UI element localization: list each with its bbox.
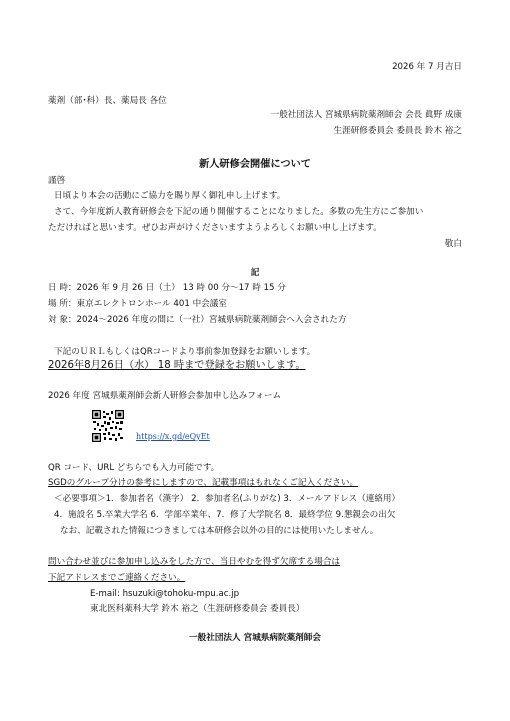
note-line: QR コード、URL どちらでも入力可能です。 xyxy=(48,463,220,473)
required-items: 4．施設名 5.卒業大学名 6．学部卒業年、7．修了大学院名 8．最終学位 9.懇親会の出欠 xyxy=(54,510,396,520)
ki-heading: 記 xyxy=(250,268,260,278)
qr-code-icon[interactable] xyxy=(92,410,124,442)
body-line: さて、今年度新人教育研修会を下記の通り開催することになりました。多数の先生方にご参加い xyxy=(54,207,424,217)
registration-url-link[interactable]: https://x.gd/eQyEt xyxy=(136,432,210,441)
detail-datetime: 日 時：2026 年 9 月 26 日（土） 13 時 00 分～17 時 15 分 xyxy=(48,283,286,293)
form-title: 2026 年度 宮城県薬剤師会新人研修会参加申し込みフォーム xyxy=(48,391,282,401)
contact-email[interactable]: E-mail: hsuzuki@tohoku-mpu.ac.jp xyxy=(90,589,240,599)
body-line: ただければと思います。ぜひお声がけくださいますようよろしくお願い申し上げます。 xyxy=(48,223,382,233)
sender-president: 一般社団法人 宮城県病院薬剤師会 会長 眞野 成康 xyxy=(270,110,462,120)
registration-deadline: 2026年8月26日（水） 18 時まで登録をお願いします。 xyxy=(48,360,306,371)
required-items: ＜必要事項＞1．参加者名（漢字） 2．参加者名(ふりがな) 3．メールアドレス（連絡用） xyxy=(54,494,401,504)
detail-target: 対 象：2024～2026 年度の間に（一社）宮城県病院薬剤師会へ入会された方 xyxy=(48,315,347,325)
note-line: SGDのグループ分けの参考にしますので、記載事項はもれなくご記入ください。 xyxy=(48,478,359,488)
contact-person: 東北医科薬科大学 鈴木 裕之（生涯研修委員会 委員長） xyxy=(90,604,305,614)
body-line: 日頃より本会の活動にご協力を賜り厚く御礼申し上げます。 xyxy=(54,191,286,201)
registration-note: 下記のＵＲＬもしくはQRコードより事前参加登録をお願いします。 xyxy=(54,347,316,357)
privacy-note: なお、記載された情報につきましては本研修会以外の目的には使用いたしません。 xyxy=(60,526,379,536)
inquiry-line: 下記アドレスまでご連絡ください。 xyxy=(48,573,186,583)
document-title: 新人研修会開催について xyxy=(199,159,311,170)
document-date: 2026 年 7 月吉日 xyxy=(392,62,462,72)
closing: 敬白 xyxy=(444,239,462,249)
inquiry-line: 問い合わせ並びに参加申し込みをした方で、当日やむを得ず欠席する場合は xyxy=(48,557,341,567)
greeting: 謹啓 xyxy=(48,176,66,186)
addressee: 薬剤（部･科）長、薬局長 各位 xyxy=(48,96,167,106)
detail-venue: 場 所：東京エレクトロンホール 401 中会議室 xyxy=(48,299,227,309)
footer-organization: 一般社団法人 宮城県病院薬剤師会 xyxy=(189,633,321,643)
sender-committee: 生涯研修委員会 委員長 鈴木 裕之 xyxy=(333,126,462,136)
